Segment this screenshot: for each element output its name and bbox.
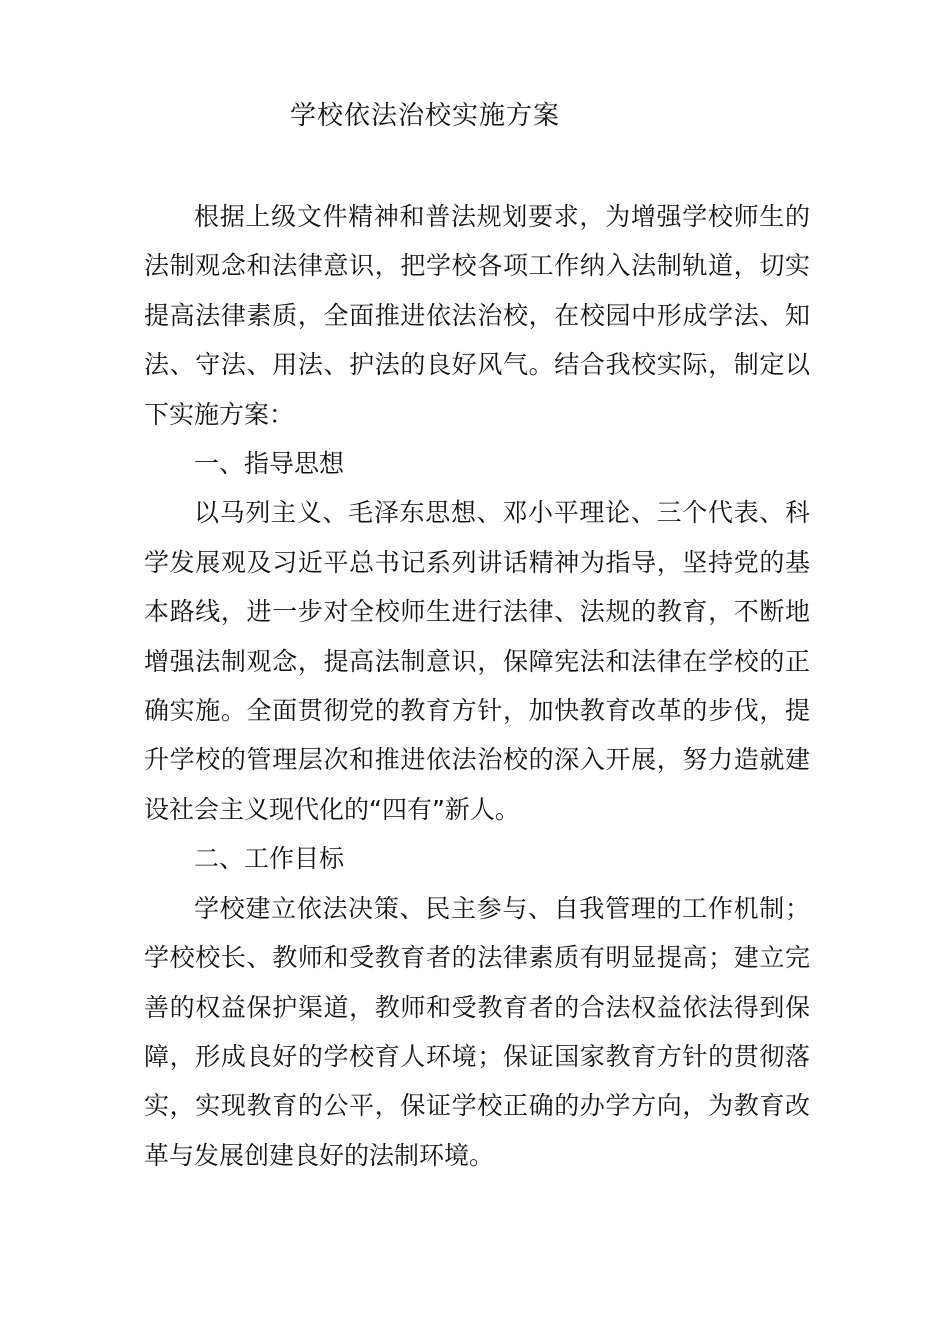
section-heading-work-goals: 二、工作目标 xyxy=(194,844,345,874)
document-title: 学校依法治校实施方案 xyxy=(290,101,561,131)
paragraph-intro: 根据上级文件精神和普法规划要求，为增强学校师生的法制观念和法律意识，把学校各项工作纳入法制轨道，切实提高法律素质，全面推进依法治校，在校园中形成学法、知法、守法、用法、护法的良好风气。结合我校实际，制定以下实施方案： xyxy=(144,202,810,429)
paragraph-work-goals: 学校建立依法决策、民主参与、自我管理的工作机制；学校校长、教师和受教育者的法律素质有明显提高；建立完善的权益保护渠道，教师和受教育者的合法权益依法得到保障，形成良好的学校育人环境；保证国家教育方针的贯彻落实，实现教育的公平，保证学校正确的办学方向，为教育改革与发展创建良好的法制环境。 xyxy=(144,893,810,1170)
paragraph-guiding-ideology: 以马列主义、毛泽东思想、邓小平理论、三个代表、科学发展观及习近平总书记系列讲话精神为指导，坚持党的基本路线，进一步对全校师生进行法律、法规的教育，不断地增强法制观念，提高法制意识，保障宪法和法律在学校的正确实施。全面贯彻党的教育方针，加快教育改革的步伐，提升学校的管理层次和推进依法治校的深入开展，努力造就建设社会主义现代化的“四有”新人。 xyxy=(144,498,810,824)
section-heading-guiding-ideology: 一、指导思想 xyxy=(194,449,345,479)
document-body xyxy=(144,192,810,1180)
